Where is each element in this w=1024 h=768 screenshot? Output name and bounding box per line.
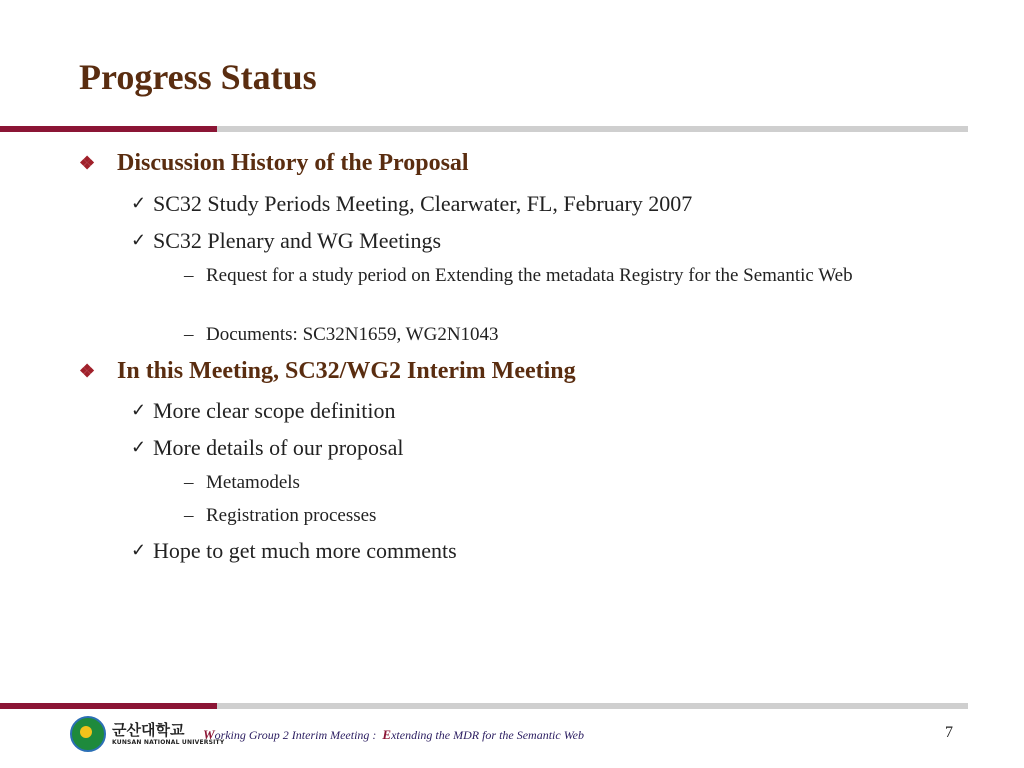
bullet-item <box>79 150 469 177</box>
bullet-text: Registration processes <box>206 505 377 526</box>
university-logo <box>70 716 224 752</box>
dash-bullet: – <box>184 505 194 526</box>
bullet-item <box>131 191 692 217</box>
diamond-bullet-icon: ❖ <box>79 361 96 381</box>
bullet-text: Documents: SC32N1659, WG2N1043 <box>206 324 499 345</box>
slide-title: Progress Status <box>79 57 317 97</box>
checkmark-icon: ✓ <box>131 193 147 213</box>
dash-bullet: – <box>184 324 194 345</box>
diamond-bullet-icon: ❖ <box>79 153 96 173</box>
bullet-text: More details of our proposal <box>153 435 404 460</box>
logo-english-text: KUNSAN NATIONAL UNIVERSITY <box>112 738 225 746</box>
bullet-text: SC32 Study Periods Meeting, Clearwater, FL, February 2007 <box>153 191 693 216</box>
checkmark-icon: ✓ <box>131 437 147 457</box>
bullet-item <box>131 228 441 254</box>
bullet-item <box>131 538 457 564</box>
bullet-item <box>79 358 576 385</box>
page-number: 7 <box>945 724 953 741</box>
bullet-item <box>184 469 300 496</box>
bullet-item <box>131 435 404 461</box>
bullet-text: More clear scope definition <box>153 398 396 423</box>
bullet-item <box>131 398 396 424</box>
dash-bullet: – <box>184 265 194 286</box>
checkmark-icon: ✓ <box>131 230 147 250</box>
checkmark-icon: ✓ <box>131 540 147 560</box>
bullet-item <box>184 321 499 348</box>
bullet-text: Request for a study period on Extending the metadata Registry for the Semantic Web <box>206 265 853 286</box>
logo-korean-text: 군산대학교 <box>112 720 185 739</box>
footer-caption: Working Group 2 Interim Meeting : Extending the MDR for the Semantic Web <box>203 727 584 742</box>
checkmark-icon: ✓ <box>131 400 147 420</box>
bullet-text: In this Meeting, SC32/WG2 Interim Meeting <box>117 358 576 384</box>
bullet-item <box>184 262 954 289</box>
title-divider <box>0 126 968 132</box>
university-seal-icon <box>70 716 106 752</box>
bullet-text: SC32 Plenary and WG Meetings <box>153 228 442 253</box>
bullet-text: Discussion History of the Proposal <box>117 150 469 176</box>
footer-divider <box>0 703 968 709</box>
dash-bullet: – <box>184 472 194 493</box>
bullet-text: Hope to get much more comments <box>153 538 457 563</box>
bullet-text: Metamodels <box>206 472 300 493</box>
bullet-item <box>184 502 376 529</box>
